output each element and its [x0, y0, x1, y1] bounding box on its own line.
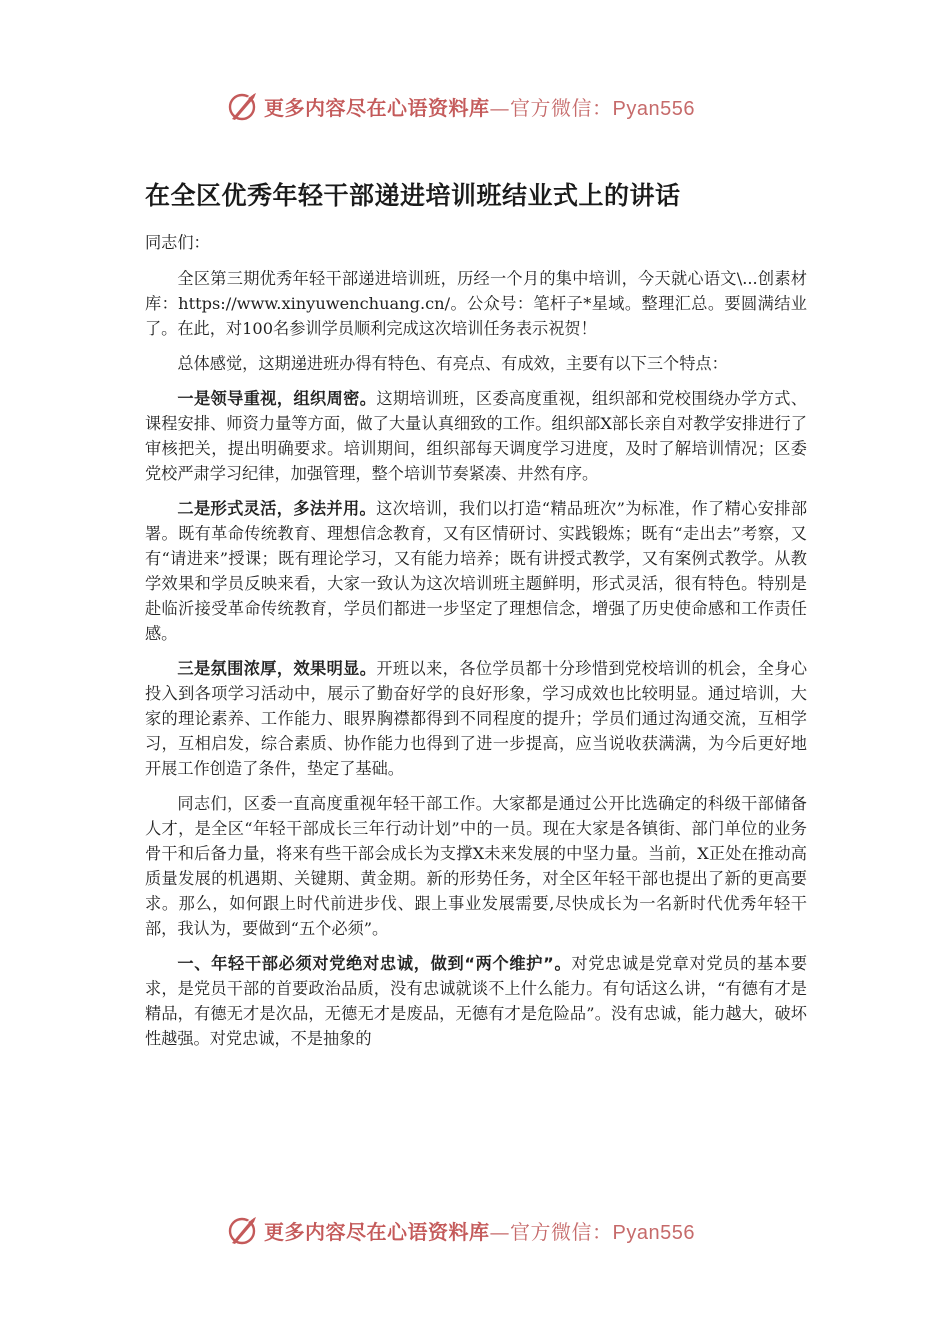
- paragraph-lead: 二是形式灵活，多法并用。: [177, 499, 377, 518]
- quill-pen-logo-icon: [226, 89, 260, 123]
- paragraph-text: 总体感觉，这期递进班办得有特色、有亮点、有成效，主要有以下三个特点：: [177, 354, 728, 373]
- paragraph-text: 这次培训，我们以打造“精品班次”为标准，作了精心安排部署。既有革命传统教育、理想信念教育，又有区情研讨、实践锻炼；既有“走出去”考察，又有“请进来”授课；既有理论学习，又有能力培养；既有讲授式教学，又有案例式教学。从教学效果和学员反映来看，大家一致认为这次培训班主题鲜明，形式灵活，很有特色。特别是赴临沂接受革命传统教育，学员们都进一步坚定了理想信念，增强了历史使命感和工作责任感。: [145, 499, 807, 643]
- paragraph-text: 同志们，区委一直高度重视年轻干部工作。大家都是通过公开比选确定的科级干部储备人才，是全区“年轻干部成长三年行动计划”中的一员。现在大家是各镇街、部门单位的业务骨干和后备力量，将来有些干部会成长为支撑X未来发展的中坚力量。当前，X正处在推动高质量发展的机遇期、关键期、黄金期。新的形势任务，对全区年轻干部也提出了新的更高要求。那么，如何跟上时代前进步伐、跟上事业发展需要,尽快成长为一名新时代优秀年轻干部，我认为，要做到“五个必须”。: [145, 794, 807, 938]
- banner-separator: —: [489, 1219, 510, 1244]
- paragraph-text: 对党忠诚是党章对党员的基本要求，是党员干部的首要政治品质，没有忠诚就谈不上什么能力。有句话这么讲，“有德有才是精品，有德无才是次品，无德无才是废品，无德有才是危险品”。没有忠诚，能力越大，破坏性越强。对党忠诚，不是抽象的: [145, 954, 808, 1048]
- document-title: 在全区优秀年轻干部递进培训班结业式上的讲话: [145, 181, 681, 210]
- paragraph-text: 开班以来，各位学员都十分珍惜到党校培训的机会，全身心投入到各项学习活动中，展示了勤奋好学的良好形象，学习成效也比较明显。通过培训，大家的理论素养、工作能力、眼界胸襟都得到不同程度的提升；学员们通过沟通交流，互相学习，互相启发，综合素质、协作能力也得到了进一步提高，应当说收获满满，为今后更好地开展工作创造了条件，垫定了基础。: [145, 659, 808, 778]
- footer-banner: [226, 1212, 726, 1248]
- banner-main-text: 更多内容尽在心语资料库: [264, 95, 490, 120]
- paragraph: [145, 951, 807, 1051]
- document-body: [145, 230, 807, 1061]
- paragraph-lead: 一是领导重视，组织周密。: [177, 389, 377, 408]
- paragraph-lead: 一、年轻干部必须对党绝对忠诚，做到“两个维护”。: [177, 954, 572, 973]
- banner-wechat-id: Pyan556: [612, 97, 695, 120]
- paragraph-lead: 三是氛围浓厚，效果明显。: [177, 659, 377, 678]
- paragraph: [145, 266, 807, 341]
- paragraph: [145, 496, 807, 646]
- paragraph-text: 全区第三期优秀年轻干部递进培训班，历经一个月的集中培训，今天就心语文\...创素材库：https://www.xinyuwenchuang.cn/。公众号：笔杆子*星域。整理汇总。要圆满结业了。在此，对100名参训学员顺利完成这次培训任务表示祝贺！: [145, 269, 807, 338]
- banner-separator: —: [489, 95, 510, 120]
- paragraph: [145, 791, 807, 941]
- paragraph: [145, 656, 807, 781]
- paragraph-text: 这期培训班，区委高度重视，组织部和党校围绕办学方式、课程安排、师资力量等方面，做了大量认真细致的工作。组织部X部长亲自对教学安排进行了审核把关，提出明确要求。培训期间，组织部每天调度学习进度，及时了解培训情况；区委党校严肃学习纪律，加强管理，整个培训节奏紧凑、井然有序。: [145, 389, 808, 483]
- banner-main-text: 更多内容尽在心语资料库: [264, 1219, 490, 1244]
- quill-pen-logo-icon: [226, 1213, 260, 1247]
- banner-contact-label: 官方微信：: [510, 1219, 613, 1244]
- banner-wechat-id: Pyan556: [612, 1221, 695, 1244]
- paragraph: [145, 386, 807, 486]
- paragraph: [145, 351, 807, 376]
- header-banner: [226, 88, 726, 124]
- banner-contact-label: 官方微信：: [510, 95, 613, 120]
- salutation: 同志们：: [145, 233, 210, 252]
